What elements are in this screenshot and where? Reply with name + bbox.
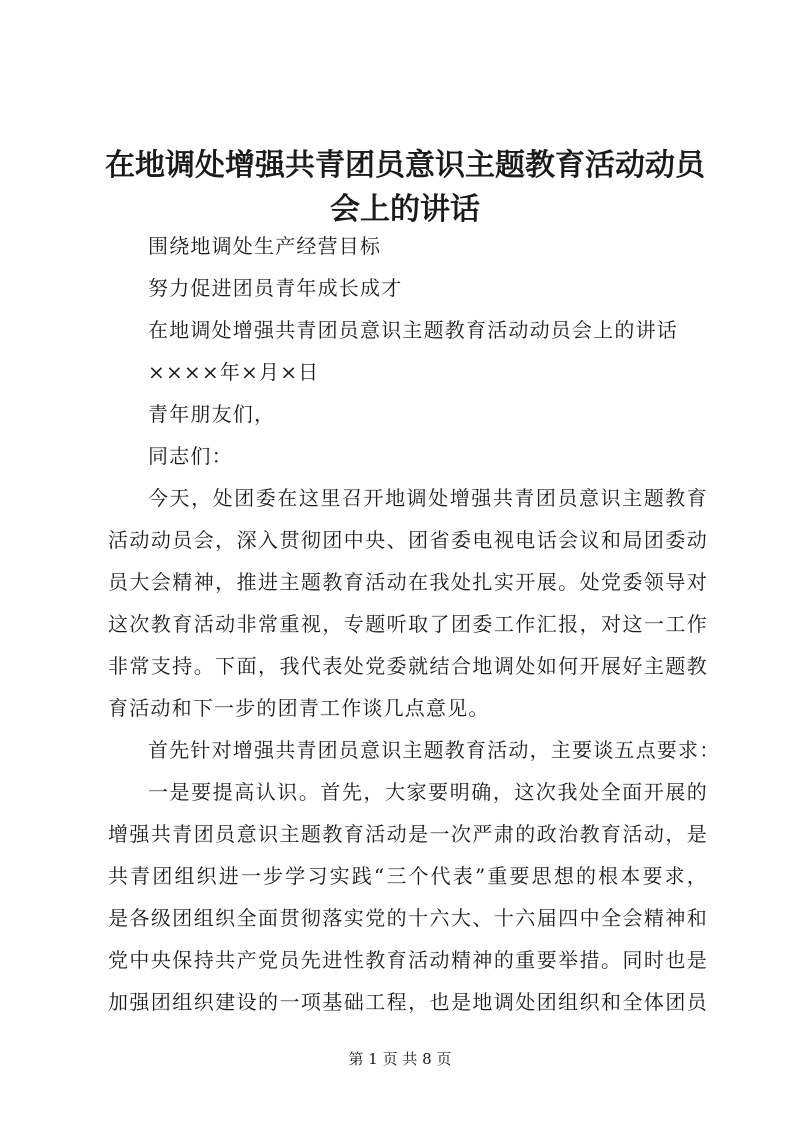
subheading-2: 努力促进团员青年成长成才 [148,276,403,300]
salutation-2: 同志们： [148,444,233,468]
salutation-1: 青年朋友们， [148,402,276,426]
title-line-1: 在地调处增强共青团员意识主题教育活动动员 [105,148,705,183]
paragraph-2-line-1: 首先针对增强共青团员意识主题教育活动，主要谈五点要求： [148,738,721,762]
document-title [100,144,710,232]
subheading-1: 围绕地调处生产经营目标 [148,234,382,258]
paragraph-1-line-5: 非常支持。下面，我代表处党委就结合地调处如何开展好主题教 [108,654,708,678]
title-line-2: 会上的讲话 [330,192,480,227]
page-number-footer: 第 1 页 共 8 页 [348,1050,452,1068]
subheading-3: 在地调处增强共青团员意识主题教育活动动员会上的讲话 [148,318,678,342]
paragraph-1-line-2: 活动动员会，深入贯彻团中央、团省委电视电话会议和局团委动 [108,528,708,552]
paragraph-3-line-4: 是各级团组织全面贯彻落实党的十六大、十六届四中全会精神和 [108,906,708,930]
paragraph-3-line-1: 一是要提高认识。首先，大家要明确，这次我处全面开展的 [148,780,708,804]
paragraph-3-line-6: 加强团组织建设的一项基础工程，也是地调处团组织和全体团员 [108,990,708,1014]
paragraph-1-line-3: 员大会精神，推进主题教育活动在我处扎实开展。处党委领导对 [108,570,708,594]
paragraph-1-line-4: 这次教育活动非常重视，专题听取了团委工作汇报，对这一工作 [108,612,708,636]
paragraph-1-line-1: 今天，处团委在这里召开地调处增强共青团员意识主题教育 [148,486,708,510]
paragraph-3-line-5: 党中央保持共产党员先进性教育活动精神的重要举措。同时也是 [108,948,708,972]
paragraph-3-line-3: 共青团组织进一步学习实践“三个代表”重要思想的根本要求， [108,864,708,888]
paragraph-3-line-2: 增强共青团员意识主题教育活动是一次严肃的政治教育活动，是 [108,822,708,846]
paragraph-1-line-6: 育活动和下一步的团青工作谈几点意见。 [108,696,490,720]
date-line: ××××年×月×日 [148,360,320,384]
